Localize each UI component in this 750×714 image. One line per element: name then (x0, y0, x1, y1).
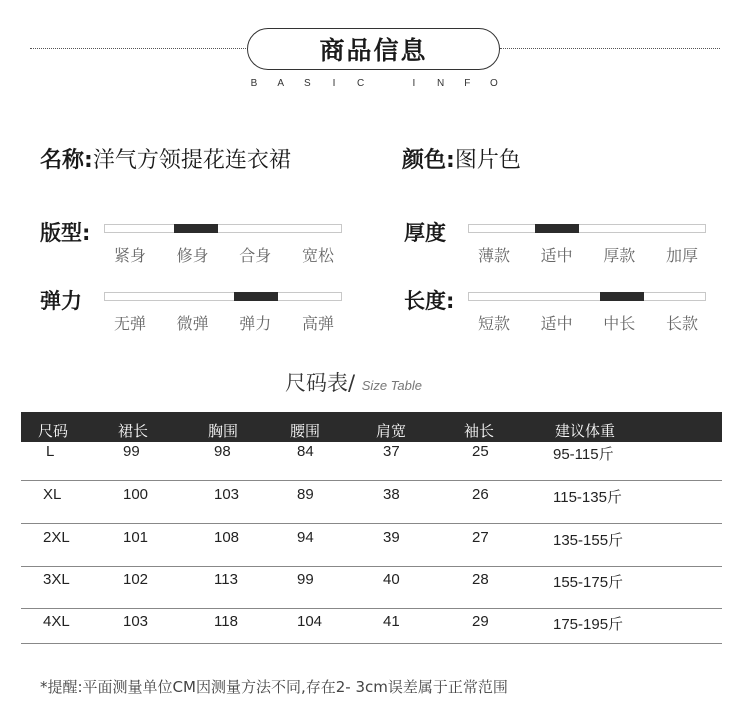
fit-option: 紧身 (113, 246, 146, 265)
length-option: 长款 (665, 314, 698, 333)
fit-option: 修身 (176, 246, 209, 265)
subtitle-letter: S (303, 78, 311, 89)
cell-waist: 89 (297, 486, 314, 503)
cell-size: L (46, 443, 55, 460)
elasticity-scale-marker (234, 292, 278, 301)
header-dotted-line-left (30, 48, 248, 49)
cell-bust: 108 (214, 529, 240, 546)
header-sleeve: 袖长 (464, 422, 495, 440)
cell-bust: 103 (214, 486, 240, 503)
cell-shoulder: 37 (383, 443, 400, 460)
header-bust: 胸围 (208, 422, 239, 440)
header-waist: 腰围 (290, 422, 321, 440)
elasticity-option: 弹力 (239, 314, 272, 333)
table-row (21, 571, 722, 609)
thickness-option: 厚款 (603, 246, 636, 265)
product-name-label: 名称: (40, 148, 93, 173)
cell-weight: 135-155斤 (553, 532, 624, 549)
cell-bust: 113 (214, 571, 238, 588)
cell-weight: 155-175斤 (553, 574, 624, 591)
elasticity-option: 无弹 (113, 314, 146, 333)
fit-options (110, 243, 338, 266)
length-option: 适中 (540, 314, 573, 333)
cell-dress-length: 101 (123, 529, 149, 546)
cell-size: 2XL (43, 529, 70, 546)
subtitle-letter: C (357, 78, 365, 89)
size-table-title-cn: 尺码表/ (285, 371, 356, 395)
row-divider (21, 608, 722, 609)
cell-size: 4XL (43, 613, 70, 630)
cell-dress-length: 100 (123, 486, 149, 503)
product-color-label: 颜色: (402, 148, 455, 173)
header-shoulder: 肩宽 (376, 422, 407, 440)
thickness-scale-marker (535, 224, 579, 233)
fit-scale-marker (174, 224, 218, 233)
cell-waist: 94 (297, 529, 314, 546)
length-label: 长度: (404, 289, 455, 313)
length-scale (468, 292, 706, 301)
cell-waist: 99 (297, 571, 314, 588)
measurement-note: *提醒:平面测量单位CM因测量方法不同,存在2- 3cm误差属于正常范围 (40, 678, 508, 696)
thickness-option: 薄款 (477, 246, 510, 265)
header-dotted-line-right (500, 48, 720, 49)
cell-shoulder: 41 (383, 613, 400, 630)
subtitle-letter: N (436, 78, 445, 89)
cell-waist: 104 (297, 613, 323, 630)
product-name (40, 143, 291, 174)
cell-shoulder: 39 (383, 529, 400, 546)
header-weight: 建议体重 (555, 422, 616, 440)
subtitle-letter: I (412, 78, 416, 89)
cell-sleeve: 25 (472, 443, 489, 460)
table-row (21, 486, 722, 524)
row-divider (21, 566, 722, 567)
product-color (402, 143, 521, 174)
cell-weight: 95-115斤 (553, 446, 614, 463)
title-box (247, 28, 500, 70)
fit-label: 版型: (40, 221, 91, 245)
subtitle-letter: I (332, 78, 336, 89)
size-table-title-en: Size Table (361, 378, 422, 393)
fit-option: 合身 (239, 246, 272, 265)
table-row (21, 443, 722, 481)
elasticity-option: 微弹 (176, 314, 209, 333)
cell-dress-length: 102 (123, 571, 149, 588)
row-divider (21, 643, 722, 644)
table-row (21, 529, 722, 567)
subtitle-letter: F (464, 78, 471, 89)
length-options (474, 311, 702, 334)
fit-scale (104, 224, 342, 233)
row-divider (21, 480, 722, 481)
length-option: 中长 (603, 314, 636, 333)
fit-option: 宽松 (301, 246, 334, 265)
subtitle-letter: B (250, 78, 258, 89)
cell-size: 3XL (43, 571, 70, 588)
elasticity-option: 高弹 (301, 314, 334, 333)
elasticity-label: 弹力 (40, 289, 82, 313)
product-color-value: 图片色 (454, 148, 521, 173)
length-option: 短款 (477, 314, 510, 333)
product-name-value: 洋气方领提花连衣裙 (92, 148, 291, 173)
header-size: 尺码 (38, 422, 69, 440)
cell-weight: 115-135斤 (553, 489, 622, 506)
thickness-option: 适中 (540, 246, 573, 265)
subtitle-letter: A (277, 78, 284, 89)
thickness-option: 加厚 (665, 246, 698, 265)
cell-size: XL (43, 486, 62, 503)
thickness-options (474, 243, 702, 266)
cell-bust: 98 (214, 443, 231, 460)
table-row (21, 613, 722, 644)
thickness-scale (468, 224, 706, 233)
elasticity-options (110, 311, 338, 334)
cell-dress-length: 99 (123, 443, 140, 460)
page-title: 商品信息 (319, 36, 428, 65)
subtitle-gap (382, 78, 392, 89)
cell-shoulder: 38 (383, 486, 400, 503)
length-scale-marker (600, 292, 644, 301)
cell-weight: 175-195斤 (553, 616, 624, 633)
header-dress-length: 裙长 (118, 422, 149, 440)
thickness-label: 厚度 (404, 221, 446, 245)
cell-sleeve: 28 (472, 571, 489, 588)
cell-shoulder: 40 (383, 571, 400, 588)
size-table-header (21, 412, 722, 442)
cell-sleeve: 29 (472, 613, 489, 630)
cell-sleeve: 27 (472, 529, 489, 546)
cell-dress-length: 103 (123, 613, 149, 630)
cell-sleeve: 26 (472, 486, 489, 503)
row-divider (21, 523, 722, 524)
subtitle-letter: O (490, 78, 498, 89)
cell-bust: 118 (214, 613, 238, 630)
page-subtitle (249, 78, 499, 89)
size-table-title (285, 367, 422, 397)
elasticity-scale (104, 292, 342, 301)
cell-waist: 84 (297, 443, 314, 460)
